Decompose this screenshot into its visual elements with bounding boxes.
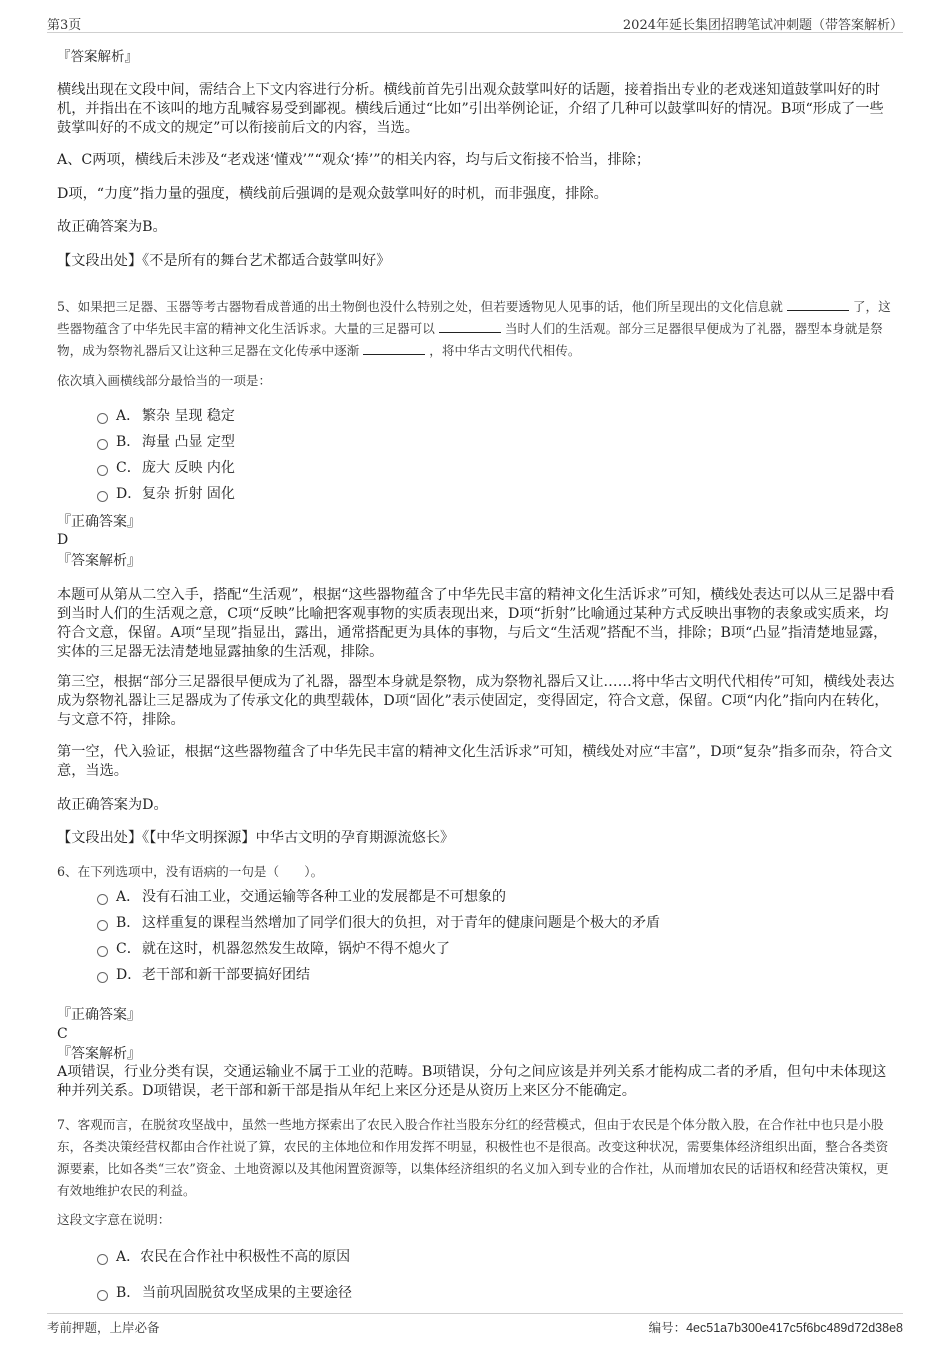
- analysis-label: 『答案解析』: [57, 1046, 141, 1062]
- option-d[interactable]: D．复杂 折射 固化: [97, 485, 235, 503]
- page-header: [47, 10, 903, 33]
- option-text: 庞大 反映 内化: [142, 460, 235, 476]
- question-prompt: 依次填入画横线部分最恰当的一项是：: [57, 373, 272, 388]
- radio-icon[interactable]: [97, 1290, 108, 1301]
- fill-blank: [439, 320, 501, 333]
- correct-answer: D: [57, 532, 69, 548]
- question-prompt: 这段文字意在说明：: [57, 1212, 171, 1227]
- option-c[interactable]: C．就在这时，机器忽然发生故障，锅炉不得不熄火了: [97, 940, 450, 958]
- fill-blank: [787, 298, 849, 311]
- correct-answer-label: 『正确答案』: [57, 1007, 141, 1023]
- question-stem: 7、客观而言，在脱贫攻坚战中，虽然一些地方探索出了农民入股合作社当股东分红的经营模式，但由于农民是个体分散入股，在合作社中也只是小股东，各类决策经营权都由合作社说了算，农民的主体地位和作用发挥不明显，积极性也不是很高。改变这种状况，需要集体经济组织出面，整合各类资源要素，比如各类“三农”资金、土地资源以及其他闲置资源等，以集体经济组织的名义加入到专业的合作社，从而增加农民的话语权和经营决策权，更有效地维护农民的利益。: [57, 1117, 889, 1198]
- option-text: 这样重复的课程当然增加了同学们很大的负担，对于青年的健康问题是个极大的矛盾: [142, 915, 660, 931]
- option-text: 老干部和新干部要搞好团结: [142, 967, 310, 983]
- analysis-paragraph: A、C两项，横线后未涉及“老戏迷‘懂戏’”“观众‘捧’”的相关内容，均与后文衔接不恰当，排除；: [57, 152, 651, 168]
- fill-blank: [363, 342, 425, 355]
- option-a[interactable]: A． 繁杂 呈现 稳定: [97, 407, 235, 425]
- analysis-paragraph: D项，“力度”指力量的强度，横线前后强调的是观众鼓掌叫好的时机，而非强度，排除。: [57, 186, 608, 202]
- analysis-paragraph: A项错误，行业分类有误，交通运输业不属于工业的范畴。B项错误，分句之间应该是并列关系才能构成二者的矛盾，但句中未体现这种并列关系。D项错误，老干部和新干部是指从年纪上来区分还是从资历上来区分不能确定。: [57, 1064, 887, 1099]
- code-label: 编号：: [648, 1320, 687, 1335]
- radio-icon[interactable]: [97, 972, 108, 983]
- option-d[interactable]: D．老干部和新干部要搞好团结: [97, 966, 310, 984]
- page-footer: [47, 1313, 903, 1336]
- radio-icon[interactable]: [97, 1254, 108, 1265]
- stem-part: ，将中华古文明代代相传。: [429, 343, 581, 358]
- analysis-label: 『答案解析』: [57, 553, 141, 569]
- radio-icon[interactable]: [97, 920, 108, 931]
- radio-icon[interactable]: [97, 491, 108, 502]
- option-text: 农民在合作社中积极性不高的原因: [140, 1249, 351, 1265]
- analysis-paragraph: 本题可从第从二空入手，搭配“生活观”，根据“这些器物蕴含了中华先民丰富的精神文化生活诉求”可知，横线处表达可以从三足器中看到当时人们的生活观之意，C项“反映”比喻把客观事物的实质表现出来，D项“折射”比喻通过某种方式反映出事物的表象或实质来，均符合文意，保留。A项“呈现”指显出，露出，通常搭配更为具体的事物，与后文“生活观”搭配不当，排除；B项“凸显”指清楚地显露，实体的三足器无法清楚地显露抽象的生活观，排除。: [57, 587, 895, 660]
- stem-part: 当时人们的生活观。部分三足器很早便成为了礼器，器型本身就是祭物，成为祭物礼器后又让这种三足器在文化传承中逐渐: [57, 321, 883, 358]
- page-number: 第3页: [47, 18, 82, 33]
- analysis-paragraph: 横线出现在文段中间，需结合上下文内容进行分析。横线前首先引出观众鼓掌叫好的话题，接着指出专业的老戏迷知道鼓掌叫好的时机，并指出在不该叫的地方乱喊容易受到鄙视。横线后通过“比如”引出举例论证，介绍了几种可以鼓掌叫好的情况。B项“形成了一些鼓掌叫好的不成文的规定”可以衔接前后文的内容，当选。: [57, 82, 884, 136]
- analysis-label: 『答案解析』: [57, 49, 138, 65]
- passage-source: 【文段出处】《不是所有的舞台艺术都适合鼓掌叫好》: [57, 253, 391, 269]
- radio-icon[interactable]: [97, 439, 108, 450]
- document-title: 2024年延长集团招聘笔试冲刺题（带答案解析）: [622, 18, 903, 33]
- radio-icon[interactable]: [97, 413, 108, 424]
- answer-conclusion: 故正确答案为D。: [57, 797, 168, 813]
- stem-part: 了，这些器物蕴含了中华先民丰富的精神文化生活诉求。大量的三足器可以: [57, 299, 891, 336]
- option-b[interactable]: B． 海量 凸显 定型: [97, 433, 235, 451]
- code-value: 4ec51a7b300e417c5f6bc489d72d38e8: [686, 1321, 903, 1335]
- radio-icon[interactable]: [97, 894, 108, 905]
- correct-answer: C: [57, 1026, 68, 1042]
- radio-icon[interactable]: [97, 465, 108, 476]
- question-stem: 6、在下列选项中，没有语病的一句是（ ）。: [57, 864, 324, 879]
- passage-source: 【文段出处】《【中华文明探源】中华古文明的孕育期源流悠长》: [57, 830, 455, 846]
- option-text: 繁杂 呈现 稳定: [142, 408, 235, 424]
- answer-conclusion: 故正确答案为B。: [57, 219, 167, 235]
- option-text: 复杂 折射 固化: [142, 486, 235, 502]
- option-b[interactable]: B． 当前巩固脱贫攻坚成果的主要途径: [97, 1284, 352, 1302]
- option-c[interactable]: C．庞大 反映 内化: [97, 459, 235, 477]
- stem-part: 5、如果把三足器、玉器等考古器物看成普通的出土物倒也没什么特别之处，但若要透物见人见事的话，他们所呈现出的文化信息就: [57, 299, 783, 314]
- question-stem: [57, 296, 895, 362]
- option-b[interactable]: B． 这样重复的课程当然增加了同学们很大的负担，对于青年的健康问题是个极大的矛盾: [97, 914, 660, 932]
- option-text: 没有石油工业，交通运输等各种工业的发展都是不可想象的: [142, 889, 506, 905]
- correct-answer-label: 『正确答案』: [57, 514, 141, 530]
- document-code: [649, 1318, 903, 1336]
- radio-icon[interactable]: [97, 946, 108, 957]
- option-text: 海量 凸显 定型: [142, 434, 235, 450]
- analysis-paragraph: 第一空，代入验证，根据“这些器物蕴含了中华先民丰富的精神文化生活诉求”可知，横线处对应“丰富”，D项“复杂”指多而杂，符合文意，当选。: [57, 744, 893, 779]
- option-text: 当前巩固脱贫攻坚成果的主要途径: [142, 1285, 352, 1301]
- option-a[interactable]: A． 没有石油工业，交通运输等各种工业的发展都是不可想象的: [97, 888, 506, 906]
- footer-slogan: 考前押题，上岸必备: [47, 1320, 160, 1335]
- analysis-paragraph: 第三空，根据“部分三足器很早便成为了礼器，器型本身就是祭物，成为祭物礼器后又让……将中华古文明代代相传”可知，横线处表达成为祭物礼器让三足器成为了传承文化的典型载体，D项“固化”表示使固定，变得固定，符合文意，保留。C项“内化”指向内在转化，与文意不符，排除。: [57, 674, 895, 728]
- option-a[interactable]: A．农民在合作社中积极性不高的原因: [97, 1248, 350, 1266]
- option-text: 就在这时，机器忽然发生故障，锅炉不得不熄火了: [142, 941, 450, 957]
